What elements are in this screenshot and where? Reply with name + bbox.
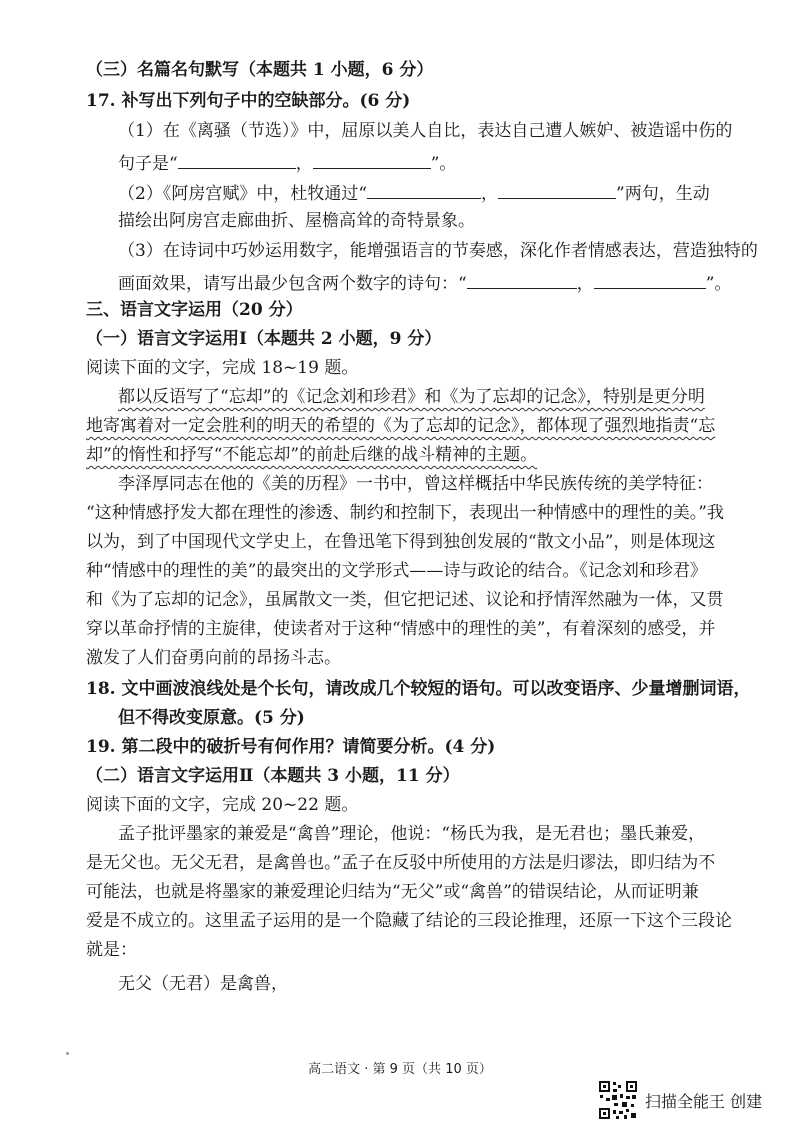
passage2-line: 孟子批评墨家的兼爱是“禽兽”理论，他说：“杨氏为我，是无君也；墨氏兼爱， <box>118 824 706 844</box>
q17-p3-sep: ， <box>576 274 594 294</box>
q18-line1: 18. 文中画波浪线处是个长句，请改成几个较短的语句。可以改变语序、少量增删词语， <box>86 679 751 699</box>
passage2-line: 可能法，也就是将墨家的兼爱理论归结为“无父”或“禽兽”的错误结论，从而证明兼 <box>86 882 699 902</box>
qr-code-icon <box>598 1080 638 1120</box>
q17-p3-line1: （3）在诗词中巧妙运用数字，能增强语言的节奏感，深化作者情感表达，营造独特的 <box>118 241 758 261</box>
answer-blank[interactable] <box>367 180 481 199</box>
q17-p2-line1 <box>118 180 710 205</box>
q18-line2: 但不得改变原意。(5 分) <box>118 708 305 728</box>
passage2-line: 就是： <box>86 940 137 960</box>
q17-p1-suffix: ”。 <box>430 154 457 174</box>
syllogism-line: 无父（无君）是禽兽， <box>118 974 288 994</box>
scanner-watermark: 扫描全能王 创建 <box>645 1092 763 1111</box>
answer-blank[interactable] <box>594 270 706 289</box>
answer-blank[interactable] <box>467 270 577 289</box>
passage1-line: 穿以革命抒情的主旋律，使读者对于这种“情感中的理性的美”，有着深刻的感受，并 <box>86 619 716 639</box>
passage2-line: 爱是不成立的。这里孟子运用的是一个隐藏了结论的三段论推理，还原一下这个三段论 <box>86 911 732 931</box>
passage1-line: 和《为了忘却的记念》，虽属散文一类，但它把记述、议论和抒情浑然融为一体，又贯 <box>86 590 724 610</box>
q17-p2-prefix: （2）《阿房宫赋》中，杜牧通过“ <box>118 184 368 204</box>
answer-blank[interactable] <box>313 150 431 169</box>
q17-p1-sep: ， <box>295 154 313 174</box>
q19: 19. 第二段中的破折号有何作用？请简要分析。(4 分) <box>86 737 496 757</box>
section-3-heading: （三）名篇名句默写（本题共 1 小题，6 分） <box>86 60 434 80</box>
passage1-line: 以为，到了中国现代文学史上，在鲁迅笔下得到独创发展的“散文小品”，则是体现这 <box>86 532 716 552</box>
wavy-line: 却”的惰性和抒写“不能忘却”的前赴后继的战斗精神的主题。 <box>86 445 538 465</box>
q17-p3-suffix: ”。 <box>705 274 732 294</box>
q17-p1-prefix: 句子是“ <box>118 154 178 174</box>
passage1-line: 李泽厚同志在他的《美的历程》一书中，曾这样概括中华民族传统的美学特征： <box>118 474 713 494</box>
wavy-line: 都以反语写了“忘却”的《记念刘和珍君》和《为了忘却的记念》，特别是更分明 <box>118 387 705 407</box>
passage1-line: “这种情感抒发大都在理性的渗透、制约和控制下，表现出一种情感中的理性的美。”我 <box>86 503 724 523</box>
q17-p2-suffix: ”两句，生动 <box>616 184 710 204</box>
q17-p3-prefix: 画面效果，请写出最少包含两个数字的诗句：“ <box>118 274 467 294</box>
scan-speck <box>66 1052 69 1055</box>
q17-p1-line2 <box>118 150 456 175</box>
page-footer: 高二语文 · 第 9 页（共 10 页） <box>308 1062 492 1077</box>
q17-title: 17. 补写出下列句子中的空缺部分。(6 分) <box>86 91 411 111</box>
answer-blank[interactable] <box>178 150 296 169</box>
q17-p2-line2: 描绘出阿房宫走廊曲折、屋檐高耸的奇特景象。 <box>118 211 475 231</box>
passage1-line: 激发了人们奋勇向前的昂扬斗志。 <box>86 648 341 668</box>
sub1-instruction: 阅读下面的文字，完成 18~19 题。 <box>86 358 359 378</box>
q17-p2-sep: ， <box>481 184 499 204</box>
sub2-instruction: 阅读下面的文字，完成 20~22 题。 <box>86 795 359 815</box>
q17-p3-line2 <box>118 270 731 295</box>
passage2-line: 是无父也。无父无君，是禽兽也。”孟子在反驳中所使用的方法是归谬法，即归结为不 <box>86 853 716 873</box>
answer-blank[interactable] <box>498 180 616 199</box>
wavy-line: 地寄寓着对一定会胜利的明天的希望的《为了忘却的记念》，都体现了强烈地指责“忘 <box>86 416 716 436</box>
sub2-heading: （二）语言文字运用Ⅱ（本题共 3 小题，11 分） <box>86 766 460 786</box>
part3-heading: 三、语言文字运用（20 分） <box>86 300 303 320</box>
q17-p1-line1: （1）在《离骚（节选）》中，屈原以美人自比，表达自己遭人嫉妒、被造谣中伤的 <box>118 121 733 141</box>
sub1-heading: （一）语言文字运用Ⅰ（本题共 2 小题，9 分） <box>86 329 442 349</box>
passage1-line: 种“情感中的理性的美”的最突出的文学形式——诗与政论的结合。《记念刘和珍君》 <box>86 561 707 581</box>
